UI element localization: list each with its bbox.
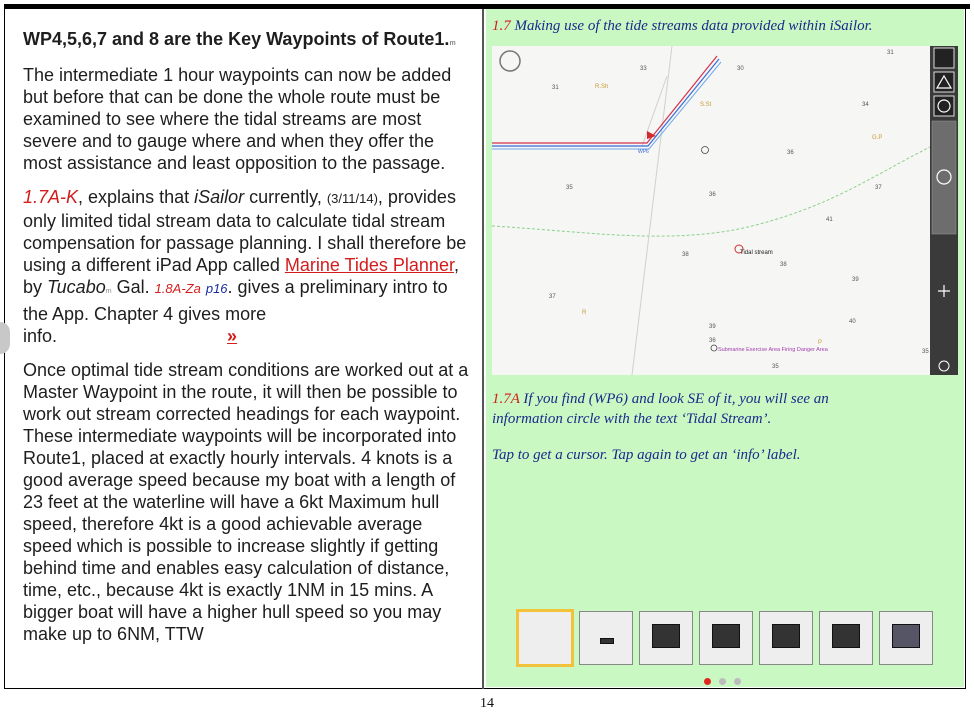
svg-text:37: 37 <box>875 185 882 191</box>
pager-dot-1[interactable] <box>704 678 711 685</box>
nautical-chart-image <box>492 46 958 375</box>
gallery-thumb-5[interactable] <box>759 611 813 665</box>
svg-text:41: 41 <box>826 217 833 223</box>
gallery-thumbnails <box>516 611 936 667</box>
svg-text:33: 33 <box>640 66 647 72</box>
gallery-thumb-4[interactable] <box>699 611 753 665</box>
gallery-thumb-6[interactable] <box>819 611 873 665</box>
svg-text:G.P: G.P <box>872 135 883 141</box>
paragraph-2: 1.7A-K, explains that iSailor currently, (3/11/14), provides only limited tidal stream data to calculate tidal stream compensation for passage planning. I shall therefore be using a different iPad App called Marine Tides Planner, by Tucabom Gal. 1.8A-Za p16. gives a preliminary intro to the App. Chapter 4 gives more info. » <box>23 187 467 346</box>
column-divider <box>482 9 484 689</box>
paragraph-3: Once optimal tide stream conditions are worked out at a Master Waypoint in the route, it will then be possible to work out stream corrected headings for each waypoint. These intermediate waypoints will be incorporated into Route1, placed at exactly hourly intervals. 4 knots is a good average speed because my boat with a length of 23 feet at the waterline will have a 6kt Maximum hull speed, therefore 4kt is a good achievable average speed which is possible to increase slightly if getting behind time and enables easy calculation of distance, time, etc., because 4kt is exactly 1NM in 15 mins. A bigger boat will have a higher hull speed so you may make up to 6NM, TTW <box>23 360 469 644</box>
paragraph-1: The intermediate 1 hour waypoints can now be added but before that can be done the whole route must be examined to see where the tidal streams are most severe and to gauge where and when they offer the most assistance and least opposition to the passage. <box>23 65 452 173</box>
gallery-ref-link[interactable]: 1.8A-Za <box>154 281 201 296</box>
heading-mark: m <box>449 40 456 47</box>
next-arrow-link[interactable]: » <box>227 326 238 346</box>
svg-text:34: 34 <box>862 102 869 108</box>
gallery-thumb-1[interactable] <box>516 609 574 667</box>
page-turn-handle[interactable] <box>0 322 10 354</box>
svg-text:P: P <box>818 340 823 346</box>
chart-screenshot[interactable] <box>492 46 958 375</box>
svg-text:31: 31 <box>552 85 559 91</box>
gallery-thumb-3[interactable] <box>639 611 693 665</box>
svg-text:35: 35 <box>922 349 929 355</box>
svg-text:35: 35 <box>772 364 779 370</box>
right-panel <box>486 9 964 687</box>
svg-text:Submarine Exercise Area Firing: Submarine Exercise Area Firing Danger Area <box>718 347 828 353</box>
pager-dot-3[interactable] <box>734 678 741 685</box>
page-ref-link[interactable]: p16 <box>205 281 228 296</box>
figure-ref-link[interactable]: 1.7A-K <box>23 187 79 207</box>
svg-text:31: 31 <box>887 50 894 56</box>
figure-caption-b: Tap to get a cursor. Tap again to get an ‘info’ label. <box>492 447 801 463</box>
svg-text:30: 30 <box>737 66 744 72</box>
svg-text:36: 36 <box>709 192 716 198</box>
figure-caption-a: 1.7A If you find (WP6) and look SE of it, you will see an information circle with the text ‘Tidal Stream’. <box>492 391 829 427</box>
left-column <box>23 28 471 657</box>
pager-dot-2[interactable] <box>719 678 726 685</box>
svg-text:R.Sh: R.Sh <box>595 84 609 90</box>
figure-caption-top: 1.7 Making use of the tide streams data provided within iSailor. <box>492 18 873 34</box>
svg-text:35: 35 <box>566 185 573 191</box>
svg-text:36: 36 <box>787 150 794 156</box>
svg-text:Tidal stream: Tidal stream <box>740 250 773 256</box>
svg-text:40: 40 <box>849 319 856 325</box>
svg-text:39: 39 <box>852 277 859 283</box>
svg-text:36: 36 <box>709 338 716 344</box>
svg-text:37: 37 <box>549 294 556 300</box>
svg-text:39: 39 <box>709 324 716 330</box>
gallery-thumb-2[interactable] <box>579 611 633 665</box>
gallery-thumb-7[interactable] <box>879 611 933 665</box>
svg-text:R: R <box>582 310 587 316</box>
svg-text:38: 38 <box>682 252 689 258</box>
marine-tides-planner-link[interactable]: Marine Tides Planner <box>284 255 454 275</box>
section-heading: WP4,5,6,7 and 8 are the Key Waypoints of Route1.m <box>23 29 456 49</box>
svg-text:S.St: S.St <box>700 102 712 108</box>
svg-text:38: 38 <box>780 262 787 268</box>
svg-text:WP6: WP6 <box>638 149 649 155</box>
page-number: 14 <box>480 696 494 711</box>
gallery-pager <box>704 672 749 690</box>
